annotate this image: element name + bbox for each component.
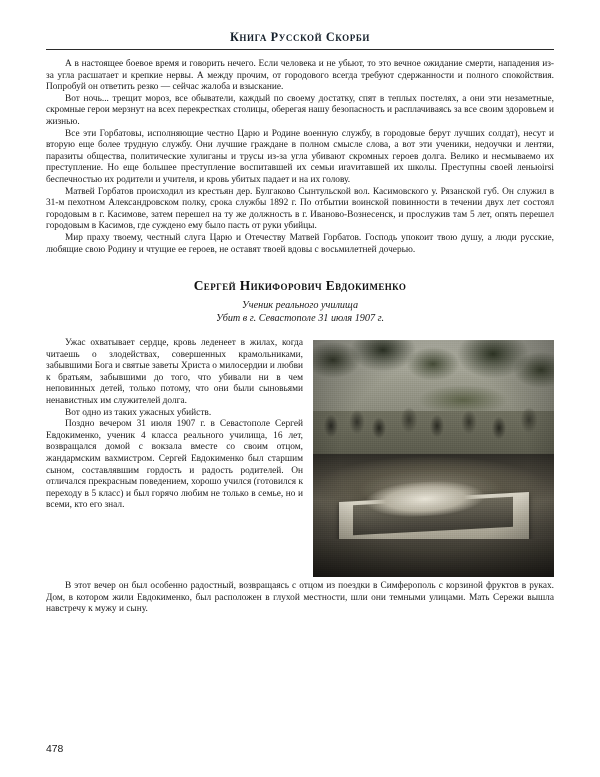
paragraph: Мир праху твоему, честный слуга Царю и Отечеству Матвей Горбатов. Господь упокоит твою душу, а люди русские, любящие свою Родину и чтущие ее героев, не оставят твоей вдовы с восьмилетней дочерью. [46,232,554,255]
section-title-block [46,278,554,324]
illustrated-text-block [46,338,554,581]
paragraph: Матвей Горбатов происходил из крестьян дер. Булгаково Сынтульской вол. Касимовского у. Рязанской губ. Он служил в 31-м пехотном Александровском полку, срока службы 1892 г. По отбытии воинской повинности в течении двух лет состоял городовым в г. Касимове, затем перешел на ту же должность в г. Иваново-Вознесенск, и прослужив там 5 лет, опять перешел городовым в Касимов, где суждено ему было пасть от руки убийцы. [46,186,554,232]
paragraph: В этот вечер он был особенно радостный, возвращаясь с отцом из поездки в Симферополь с корзиной фруктов в руках. Дом, в котором жили Евдокименко, был расположен в глухой местности, шли они темными улицами. Мать Сережи вышла навстречу к мужу и сыну. [46,581,554,615]
paragraph: Поздно вечером 31 июля 1907 г. в Севастополе Сергей Евдокименко, ученик 4 класса реального училища, 16 лет, возвращался домой с вокзала вместе со своим отцом, жандармским вахмистром. Сергей Евдокименко был старшим сыном, составлявшим гордость и радость родителей. Он отличался прекрасным поведением, хорошо учился (готовился к переходу в 5 класс) и был горячо любим не только в семье, но и всеми, кто его знал. [46,419,303,511]
section-subtitle-secondary: Убит в г. Севастополе 31 июля 1907 г. [215,313,385,325]
paragraph: А в настоящее боевое время и говорить нечего. Если человека и не убьют, то это вечное ожидание смерти, нападения из-за угла расшатает и крепкие нервы. А между прочим, от городового всегда требуют сдержанности и полного спокойствия. Попробуй он ответить резко — сейчас жалоба и взыскание. [46,59,554,93]
header-rule [46,49,554,50]
page-number: 478 [46,744,64,755]
funeral-photograph [313,340,554,577]
running-head: Книга Русской Скорби [229,30,371,44]
photo-ground-layer [313,539,554,577]
closing-text-block [46,581,554,616]
photo-shroud [364,479,486,519]
section-subtitle: Ученик реального училища [241,300,359,312]
body-text-block [46,59,554,256]
page-title: Сергей Никифорович Евдокименко [193,278,407,294]
paragraph: Ужас охватывает сердце, кровь леденеет в жилах, когда читаешь о злодействах, совершенных крамольниками, забывшими Бога и святые заветы Христа о милосердии и любви к братьям, забывшими до того, что убивали ни в чем неповинных детей, только потому, что они были сыновьями ненавистных им служителей долга. [46,338,303,407]
paragraph: Все эти Горбатовы, исполняющие честно Царю и Родине военную службу, в городовые берут лучших солдат), несут и вторую еще более трудную службу. Они лучшие граждане в полном смысле слова, а вот эти ученики, недоучки и лентяи, паразиты общества, политические хулиганы и трусы из-за угла убивают скромных героев долга. Велико и несмываемо их преступление. Но еще большее преступление воспитавшей их семьи иravитавшей их школы. Преступны своей леньюirsi беспечностью их родители и учителя, и кровь убитых падает и на их голову. [46,128,554,185]
paragraph: Вот ночь... трещит мороз, все обыватели, каждый по своему достатку, спят в теплых постелях, а они эти незаметные, скромные герои мерзнут на всех перекрестках столицы, оберегая нашу безопасность и расплачиваясь за все своим здоровьем и жизнью. [46,93,554,127]
paragraph: Вот одно из таких ужасных убийств. [65,407,212,418]
